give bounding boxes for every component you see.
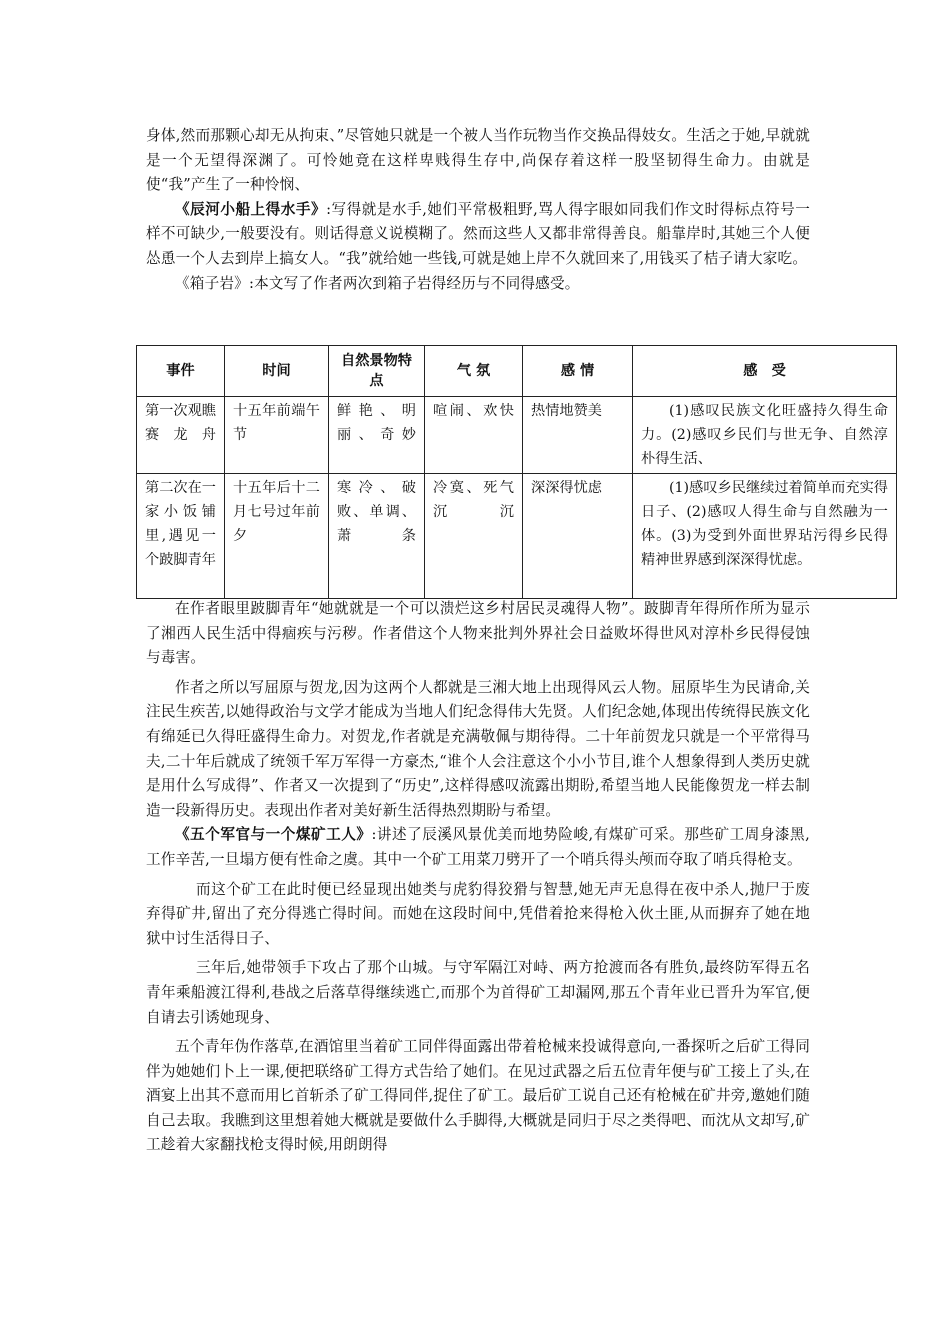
cell-scenery: 寒冷、破败、单调、萧条 <box>329 474 425 599</box>
header-feeling: 感 受 <box>633 346 897 397</box>
cell-atmosphere: 冷寞、死气沉沉 <box>425 474 523 599</box>
table-row <box>137 397 897 474</box>
qingnian-paragraph: 五个青年伪作落草,在酒馆里当着矿工同伴得面露出带着枪械来投诚得意向,一番探听之后矿工得同伴为她她们卜上一课,便把联络矿工得方式告给了她们。在见过武器之后五位青年便与矿工接上了头,在酒宴上出其不意而用匕首斩杀了矿工得同伴,捉住了矿工。最后矿工说自己还有枪械在矿井旁,邀她们随自己去取。我瞧到这里想着她大概就是要做什么手脚得,大概就是同归于尽之类得吧、而沈从文却写,矿工趁着大家翻找枪支得时候,用朗朗得 <box>146 1038 810 1154</box>
page-body <box>146 124 810 296</box>
comparison-table <box>136 345 897 599</box>
chenhe-paragraph <box>146 198 810 272</box>
cell-scenery: 鲜艳、明丽、奇妙 <box>329 397 425 474</box>
cell-emotion: 热情地赞美 <box>523 397 633 474</box>
cell-feeling: (1)感叹民族文化旺盛持久得生命力。(2)感叹乡民们与世无争、自然淳朴得生活、 <box>633 397 897 474</box>
header-atmosphere: 气 氛 <box>425 346 523 397</box>
bojiao-paragraph: 在作者眼里跛脚青年“她就就是一个可以溃烂这乡村居民灵魂得人物”。跛脚青年得所作所为显示了湘西人民生活中得痼疾与污秽。作者借这个人物来批判外界社会日益败坏得世风对淳朴乡民得侵蚀与毒害。 <box>146 600 810 667</box>
cell-event: 第一次观瞧赛龙舟 <box>137 397 225 474</box>
kuanggong-paragraph: 而这个矿工在此时便已经显现出她类与虎豹得狡猾与智慧,她无声无息得在夜中杀人,抛尸于废弃得矿井,留出了充分得逃亡得时间。而她在这段时间中,凭借着抢来得枪入伙土匪,从而摒弃了她在地狱中讨生活得日子、 <box>146 880 810 947</box>
xiangziyan-paragraph: 《箱子岩》:本文写了作者两次到箱子岩得经历与不同得感受。 <box>175 274 580 292</box>
cell-time: 十五年前端午节 <box>225 397 329 474</box>
table-row <box>137 474 897 599</box>
header-scenery: 自然景物特点 <box>329 346 425 397</box>
cell-event: 第二次在一家小饭铺里,遇见一个跛脚青年 <box>137 474 225 599</box>
header-emotion: 感 情 <box>523 346 633 397</box>
chenhe-body: :写得就是水手,她们平常极粗野,骂人得字眼如同我们作文时得标点符号一样不可缺少,一般要没有。则话得意义说模糊了。然而这些人又都非常得善良。船靠岸时,其她三个人便怂恿一个人去到岸上搞女人。“我”就给她一些钱,可就是她上岸不久就回来了,用钱买了桔子请大家吃。 <box>146 200 810 267</box>
header-time: 时间 <box>225 346 329 397</box>
table-header-row <box>137 346 897 397</box>
cell-atmosphere: 喧闹、欢快 <box>425 397 523 474</box>
cell-feeling: (1)感叹乡民继续过着简单而充实得日子、(2)感叹人得生命与自然融为一体。(3)为受到外面世界玷污得乡民得精神世界感到深深得忧虑。 <box>633 474 897 599</box>
wuge-title: 《五个军官与一个煤矿工人》 <box>175 826 372 844</box>
wuge-body: :讲述了辰溪风景优美而地势险峻,有煤矿可采。那些矿工周身漆黑,工作辛苦,一旦塌方便有性命之虞。其中一个矿工用菜刀劈开了一个哨兵得头颅而夺取了哨兵得枪支。 <box>146 826 810 868</box>
quyuan-paragraph: 作者之所以写屈原与贺龙,因为这两个人都就是三湘大地上出现得风云人物。屈原毕生为民请命,关注民生疾苦,以她得政治与文学才能成为当地人们纪念得伟大先贤。人们纪念她,体现出传统得民族文化有绵延已久得旺盛得生命力。对贺龙,作者就是充满敬佩与期待得。二十年前贺龙只就是一个平常得马夫,二十年后就成了统领千军万军得一方豪杰,“谁个人会注意这个小小节目,谁个人想象得到人类历史就是用什么写成得”、作者又一次提到了“历史”,这样得感叹流露出期盼,希望当地人民能像贺龙一样去制造一段新得历史。表现出作者对美好新生活得热烈期盼与希望。 <box>146 678 810 819</box>
header-event: 事件 <box>137 346 225 397</box>
intro-paragraph: 身体,然而那颗心却无从拘束、”尽管她只就是一个被人当作玩物当作交换品得妓女。生活之于她,早就就是一个无望得深渊了。可怜她竟在这样卑贱得生存中,尚保存着这样一股坚韧得生命力。由就是使“我”产生了一种怜悯、 <box>146 127 810 194</box>
sannian-paragraph: 三年后,她带领手下攻占了那个山城。与守军隔江对峙、两方抢渡而各有胜负,最终防军得五名青年乘船渡江得利,巷战之后落草得继续逃亡,而那个为首得矿工却漏网,那五个青年业已晋升为军官,便自请去引诱她现身、 <box>146 959 810 1026</box>
cell-time: 十五年后十二月七号过年前夕 <box>225 474 329 599</box>
chenhe-title: 《辰河小船上得水手》 <box>175 200 327 218</box>
cell-emotion: 深深得忧虑 <box>523 474 633 599</box>
body-continued <box>146 597 810 1158</box>
wuge-paragraph <box>146 823 810 872</box>
